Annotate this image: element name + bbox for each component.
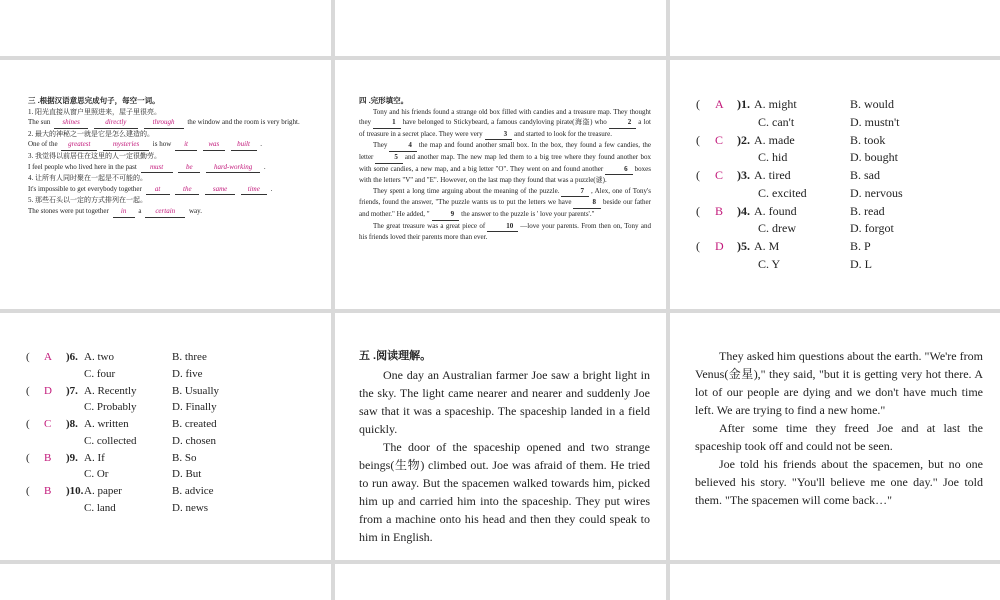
option-label: D. nervous	[850, 185, 903, 200]
section-heading: 五 .阅读理解。	[359, 350, 432, 362]
answer-letter: A	[715, 97, 724, 111]
option-label: B. So	[172, 451, 197, 464]
reading-passage-panel	[335, 313, 666, 560]
exercise-item: 3. 我觉得以前居住在这里的人一定很勤劳。 I feel people who lived here in the past must be hard-working .	[28, 151, 320, 173]
passage-paragraph: Joe told his friends about the spacemen, but no one believed his story. "You'll believe me one day." Joe told them. "The spacemen will come back…"	[695, 457, 983, 507]
question-number: )5.	[737, 239, 750, 253]
question-number: 8	[573, 197, 601, 209]
option-label: (	[696, 132, 700, 147]
passage-paragraph: Tony and his friends found a strange old box filled with candies and a treasure map. They thought they 1 have belonged to Stickybeard, a famous candyloving pirate(海盗) who 2 a lot of treasure in a secret place. They were very 3 and started to look for the treasure.	[359, 107, 651, 141]
passage-paragraph: After some time they freed Joe and at last the spaceship took off and could not be seen.	[695, 421, 983, 453]
option-label: (	[696, 239, 700, 253]
question-number: 10	[487, 221, 518, 233]
passage-paragraph: They spent a long time arguing about the meaning of the puzzle. 7 , Alex, one of Tony's friends, found the answer, "The puzzle wants us to put the letters we have 8 beside our father and mother." He added, " 9 the answer to the puzzle is ' love your parents'."	[359, 186, 651, 221]
option-label: A. found	[754, 203, 797, 218]
option-label: B. Usually	[172, 384, 220, 397]
option-label: B. advice	[172, 485, 214, 497]
question-number: 2	[609, 117, 637, 129]
option-label: D. five	[172, 367, 203, 380]
option-label: C. Probably	[84, 401, 137, 413]
option-label: (	[696, 97, 700, 111]
option-label: (	[26, 451, 30, 464]
answer-letter: B	[44, 451, 52, 464]
option-label: D. forgot	[850, 221, 894, 235]
option-label: C. Y	[758, 256, 781, 271]
answer-letter: C	[715, 132, 724, 147]
question-number: )2.	[737, 132, 750, 147]
question-number: )4.	[737, 203, 750, 218]
option-label: A. Recently	[84, 384, 137, 397]
option-label: C. four	[84, 367, 116, 380]
option-label: (	[696, 203, 700, 218]
question-number: )1.	[737, 97, 750, 111]
option-label: A. paper	[84, 485, 122, 497]
page-panel	[335, 564, 666, 600]
option-label: B. P	[850, 239, 871, 253]
exercise-item: 4. 让所有人同时聚在一起是不可能的。 It's impossible to get everybody together at the same time .	[28, 173, 320, 195]
question-number: 1	[373, 117, 401, 129]
question-number: 6	[605, 164, 633, 176]
translation-exercise-panel	[0, 60, 331, 309]
cloze-passage-panel	[335, 60, 666, 309]
question-number: )8.	[66, 418, 78, 430]
answer-blank: time	[241, 184, 267, 196]
answer-letter: A	[44, 351, 52, 363]
question-number: )7.	[66, 384, 78, 397]
choices-panel-6-10	[0, 313, 331, 560]
option-label: A. If	[84, 451, 105, 464]
answer-letter: D	[44, 384, 52, 397]
option-label: A. two	[84, 351, 114, 363]
option-label: B. took	[850, 132, 886, 147]
option-label: (	[696, 168, 700, 182]
question-number: )9.	[66, 451, 78, 464]
answer-blank: certain	[145, 206, 185, 218]
answer-blank: mysteries	[103, 139, 149, 151]
answer-blank: in	[113, 206, 135, 218]
question-number: 5	[375, 152, 403, 164]
choices-panel-1-5	[670, 60, 1000, 309]
answer-blank: through	[144, 117, 184, 129]
option-label: A. made	[754, 132, 795, 147]
answer-blank: must	[141, 162, 173, 174]
answer-letter: B	[44, 485, 52, 497]
page-panel	[335, 0, 666, 56]
option-label: A. M	[754, 239, 780, 253]
exercise-item: 1. 阳光直接从窗户里照进来，屋子里很亮。 The sun shines directly through the window and the room is very bright.	[28, 107, 320, 129]
option-label: C. hid	[758, 150, 788, 164]
answer-blank: same	[205, 184, 235, 196]
answer-blank: hard-working	[206, 162, 260, 174]
option-label: B. read	[850, 203, 885, 218]
option-label: A. tired	[754, 168, 791, 182]
answer-letter: C	[715, 168, 724, 182]
question-number: 3	[485, 129, 513, 141]
option-label: A. might	[754, 97, 797, 111]
option-label: C. excited	[758, 185, 807, 200]
answer-blank: it	[175, 139, 197, 151]
answer-blank: greatest	[61, 139, 97, 151]
passage-paragraph: The great treasure was a great piece of 10 —love your parents. From then on, Tony and his friends loved their parents more than ever.	[359, 221, 651, 242]
question-number: )3.	[737, 168, 750, 182]
option-label: C. collected	[84, 434, 137, 447]
option-label: B. three	[172, 351, 207, 363]
option-label: C. can't	[758, 114, 795, 129]
page-panel	[0, 0, 331, 56]
option-label: A. written	[84, 418, 129, 430]
question-number: )6.	[66, 351, 78, 363]
option-label: C. land	[84, 501, 116, 514]
page-panel	[670, 564, 1000, 600]
option-label: D. mustn't	[850, 114, 900, 129]
answer-blank: the	[175, 184, 199, 196]
answer-blank: be	[178, 162, 200, 174]
passage-paragraph: They asked him questions about the earth. "We're from Venus(金星)," they said, "but it is getting very hot there. A lot of our people are dying and we don't have much time left. We are trying to find a new home."	[695, 349, 983, 417]
option-label: D. news	[172, 501, 209, 514]
option-label: D. bought	[850, 150, 898, 164]
answer-blank: was	[203, 139, 225, 151]
question-number: 9	[432, 209, 460, 221]
option-label: D. chosen	[172, 434, 216, 447]
question-number: )10.	[66, 485, 84, 497]
page-panel	[670, 0, 1000, 56]
option-label: B. sad	[850, 168, 880, 182]
option-label: (	[26, 384, 30, 397]
answer-blank: shines	[54, 117, 88, 129]
option-label: B. would	[850, 97, 895, 111]
option-label: (	[26, 485, 30, 497]
page-panel	[0, 564, 331, 600]
answer-blank: built	[231, 139, 257, 151]
answer-letter: B	[715, 203, 724, 218]
passage-paragraph: The door of the spaceship opened and two strange beings(生物) climbed out. Joe was afraid of them. He tried to run away. But the spacemen walked towards him, picked him up and carried him into the spaceship. They put wires from a machine onto his head and then they could speak to him in English.	[359, 440, 650, 544]
exercise-item: 5. 那些石头以一定的方式排列在一起。 The stones were put together in a certain way.	[28, 195, 320, 217]
answer-letter: D	[715, 239, 724, 253]
question-number: 4	[389, 140, 417, 152]
section-heading: 三 .根据汉语意思完成句子，每空一词。	[28, 96, 160, 105]
option-label: D. L	[850, 256, 872, 271]
reading-passage-panel	[670, 313, 1000, 560]
option-label: D. Finally	[172, 401, 217, 413]
option-label: D. But	[172, 468, 202, 480]
option-label: C. drew	[758, 221, 796, 235]
exercise-item: 2. 最大的神秘之一就是它是怎么建造的。 One of the greatest mysteries is how it was built .	[28, 129, 320, 151]
option-label: (	[26, 418, 30, 430]
option-label: B. created	[172, 418, 217, 430]
passage-paragraph: They 4 the map and found another small box. In the box, they found a few candies, the letter 5 and another map. The new map led them to a big tree where they found another box with some candies, a new map, and a big letter "O". They went on and found another 6 boxes with the letters "V" and "E". However, on the last map they found that was a puzzle(谜).	[359, 141, 651, 185]
question-number: 7	[561, 186, 589, 198]
section-heading: 四 .完形填空。	[359, 96, 409, 105]
answer-blank: directly	[94, 117, 138, 129]
passage-paragraph: One day an Australian farmer Joe saw a bright light in the sky. The light came nearer and nearer and suddenly Joe saw that it was a spaceship. The spaceship landed in a field quickly.	[359, 368, 650, 436]
option-label: (	[26, 351, 30, 363]
answer-blank: at	[146, 184, 170, 196]
option-label: C. Or	[84, 468, 109, 480]
answer-letter: C	[44, 418, 52, 430]
